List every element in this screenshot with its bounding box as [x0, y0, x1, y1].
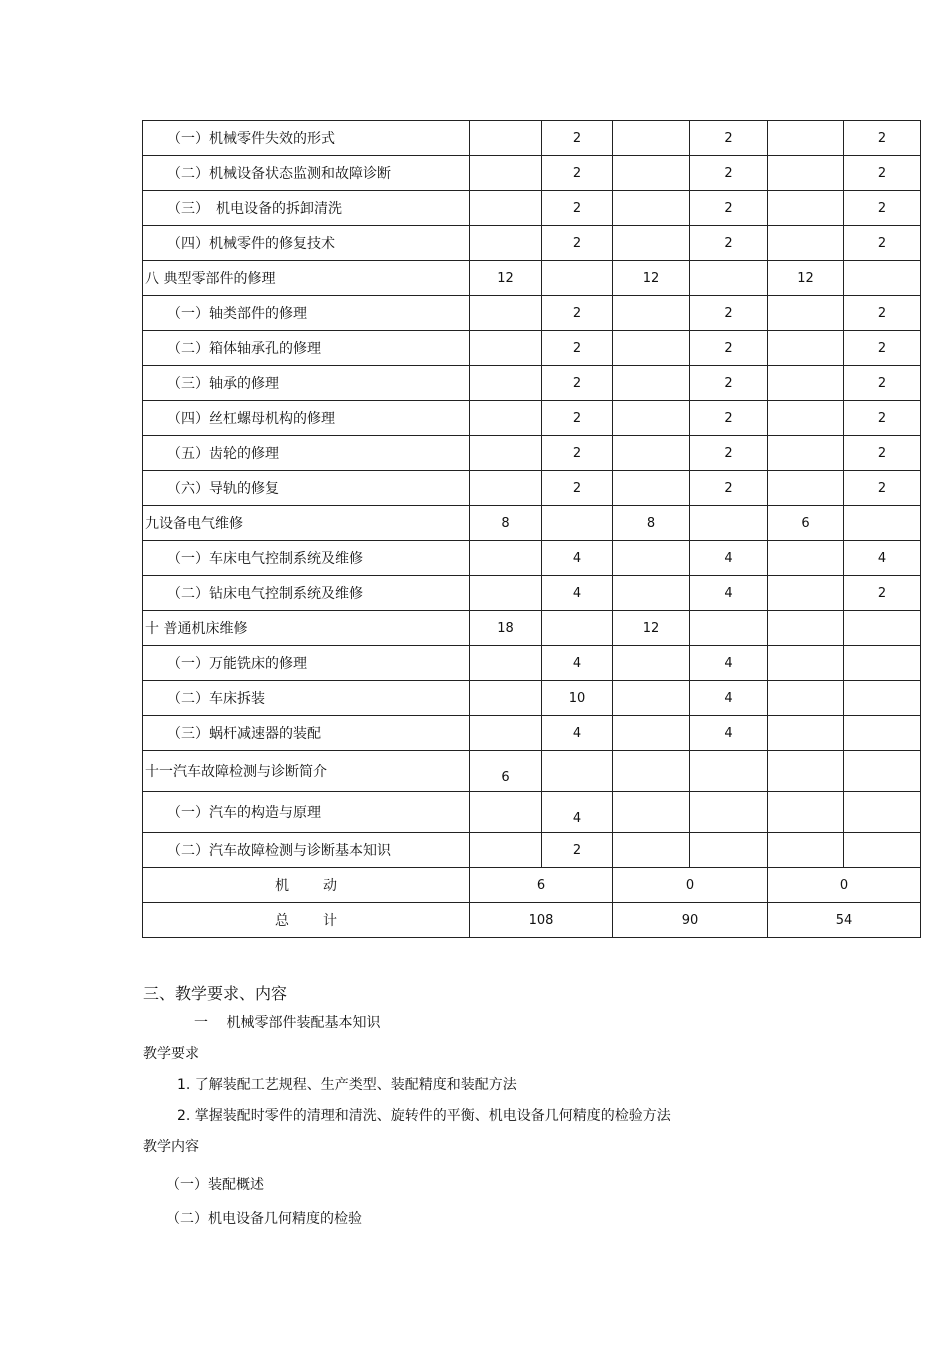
hours-cell [768, 296, 844, 331]
table-row [143, 436, 921, 471]
topic-name-cell: （二）机械设备状态监测和故障诊断 [143, 156, 470, 191]
hours-cell: 12 [613, 261, 690, 296]
hours-cell [613, 331, 690, 366]
hours-cell [613, 471, 690, 506]
hours-cell: 4 [690, 646, 768, 681]
hours-cell: 2 [690, 366, 768, 401]
table-row [143, 471, 921, 506]
hours-cell: 6 [470, 751, 542, 792]
totals-row [143, 903, 921, 938]
total-hours-cell: 54 [768, 903, 921, 938]
hours-cell: 2 [542, 436, 613, 471]
table-row [143, 401, 921, 436]
hours-cell: 8 [470, 506, 542, 541]
topic-name-cell: （二）箱体轴承孔的修理 [143, 331, 470, 366]
hours-cell [768, 226, 844, 261]
totals-label-cell [143, 868, 470, 903]
table-row [143, 191, 921, 226]
hours-cell [768, 792, 844, 833]
hours-cell [844, 792, 921, 833]
table-row [143, 506, 921, 541]
hours-cell [470, 833, 542, 868]
hours-cell: 2 [690, 401, 768, 436]
chapter-name-cell: 九设备电气维修 [143, 506, 470, 541]
totals-label-part: 动 [323, 878, 337, 894]
table-row [143, 576, 921, 611]
hours-cell [613, 121, 690, 156]
hours-cell: 2 [844, 331, 921, 366]
hours-cell [470, 576, 542, 611]
hours-cell [613, 576, 690, 611]
hours-cell [690, 833, 768, 868]
hours-cell [844, 646, 921, 681]
hours-cell [470, 401, 542, 436]
topic-name-cell: （一）机械零件失效的形式 [143, 121, 470, 156]
hours-cell [690, 261, 768, 296]
hours-cell: 2 [690, 331, 768, 366]
topic-name-cell: （二）车床拆装 [143, 681, 470, 716]
hours-cell [470, 471, 542, 506]
hours-cell [542, 261, 613, 296]
topic-name-cell: （一）车床电气控制系统及维修 [143, 541, 470, 576]
hours-cell [613, 296, 690, 331]
chapter-name-cell: 十 普通机床维修 [143, 611, 470, 646]
hours-cell [470, 646, 542, 681]
hours-cell: 2 [844, 436, 921, 471]
hours-cell: 2 [690, 156, 768, 191]
topic-name-cell: （一）轴类部件的修理 [143, 296, 470, 331]
hours-cell: 2 [690, 226, 768, 261]
table-row [143, 331, 921, 366]
hours-cell [470, 296, 542, 331]
table-row [143, 751, 921, 792]
table-row [143, 261, 921, 296]
hours-cell [470, 541, 542, 576]
hours-cell: 2 [542, 331, 613, 366]
totals-label-part: 机 [275, 878, 289, 894]
hours-cell: 2 [844, 121, 921, 156]
hours-cell [768, 121, 844, 156]
topic-name-cell: （五）齿轮的修理 [143, 436, 470, 471]
hours-cell [613, 366, 690, 401]
hours-cell [768, 833, 844, 868]
hours-cell [844, 716, 921, 751]
topic-name-cell: （二）汽车故障检测与诊断基本知识 [143, 833, 470, 868]
hours-cell [613, 646, 690, 681]
table-row [143, 541, 921, 576]
hours-cell: 2 [690, 296, 768, 331]
hours-cell: 2 [690, 121, 768, 156]
hours-cell [768, 331, 844, 366]
total-hours-cell: 108 [470, 903, 613, 938]
total-hours-cell: 0 [613, 868, 768, 903]
table-row [143, 156, 921, 191]
hours-cell: 4 [542, 716, 613, 751]
hours-cell [768, 436, 844, 471]
hours-cell [470, 156, 542, 191]
hours-cell [613, 751, 690, 792]
hours-cell: 12 [768, 261, 844, 296]
hours-cell [844, 833, 921, 868]
hours-cell [613, 792, 690, 833]
table-row [143, 646, 921, 681]
hours-cell [470, 716, 542, 751]
topic-name-cell: （四）丝杠螺母机构的修理 [143, 401, 470, 436]
total-hours-cell: 90 [613, 903, 768, 938]
content-label: 教学内容 [143, 1139, 199, 1155]
hours-cell: 2 [542, 156, 613, 191]
totals-label-part: 总 [275, 913, 289, 929]
chapter-name-cell: 十一汽车故障检测与诊断简介 [143, 751, 470, 792]
hours-cell [768, 681, 844, 716]
topic-name-cell: （三） 机电设备的拆卸清洗 [143, 191, 470, 226]
hours-cell: 4 [690, 716, 768, 751]
hours-table [142, 120, 921, 938]
hours-cell [470, 366, 542, 401]
table-row [143, 833, 921, 868]
hours-cell [768, 156, 844, 191]
total-hours-cell: 0 [768, 868, 921, 903]
hours-cell [844, 261, 921, 296]
totals-label-part: 计 [323, 913, 337, 929]
hours-cell [768, 646, 844, 681]
hours-cell: 2 [844, 226, 921, 261]
hours-cell: 10 [542, 681, 613, 716]
topic-name-cell: （一）汽车的构造与原理 [143, 792, 470, 833]
hours-cell [470, 331, 542, 366]
hours-cell [768, 471, 844, 506]
chapter-name-cell: 八 典型零部件的修理 [143, 261, 470, 296]
total-hours-cell: 6 [470, 868, 613, 903]
hours-cell [844, 751, 921, 792]
hours-cell [690, 506, 768, 541]
hours-cell [768, 716, 844, 751]
requirement-item: 1. 了解装配工艺规程、生产类型、装配精度和装配方法 [177, 1077, 517, 1093]
hours-cell: 2 [844, 471, 921, 506]
topic-name-cell: （三）轴承的修理 [143, 366, 470, 401]
hours-cell: 4 [690, 681, 768, 716]
content-item: （二）机电设备几何精度的检验 [166, 1211, 362, 1227]
table-row [143, 226, 921, 261]
hours-cell: 8 [613, 506, 690, 541]
table-row [143, 716, 921, 751]
hours-cell [768, 751, 844, 792]
hours-cell [470, 226, 542, 261]
hours-cell: 4 [844, 541, 921, 576]
hours-cell: 6 [768, 506, 844, 541]
hours-cell: 18 [470, 611, 542, 646]
hours-cell [613, 156, 690, 191]
hours-cell: 2 [690, 471, 768, 506]
hours-cell: 2 [690, 436, 768, 471]
hours-cell [470, 436, 542, 471]
hours-cell [768, 366, 844, 401]
hours-cell [768, 191, 844, 226]
hours-cell: 2 [542, 121, 613, 156]
hours-cell [768, 401, 844, 436]
hours-cell [690, 611, 768, 646]
hours-cell [542, 611, 613, 646]
hours-cell [613, 716, 690, 751]
hours-cell: 2 [844, 296, 921, 331]
topic-name-cell: （六）导轨的修复 [143, 471, 470, 506]
hours-cell [768, 611, 844, 646]
hours-cell [470, 191, 542, 226]
content-item: （一）装配概述 [166, 1177, 264, 1193]
hours-cell: 2 [542, 833, 613, 868]
table-row [143, 792, 921, 833]
topic-name-cell: （四）机械零件的修复技术 [143, 226, 470, 261]
hours-cell [690, 792, 768, 833]
hours-cell [470, 121, 542, 156]
hours-cell: 4 [690, 576, 768, 611]
totals-label-cell [143, 903, 470, 938]
hours-cell: 2 [690, 191, 768, 226]
table-row [143, 296, 921, 331]
hours-cell [470, 792, 542, 833]
hours-cell [613, 681, 690, 716]
section-subtitle: 一 机械零部件装配基本知识 [194, 1015, 381, 1031]
hours-cell: 2 [844, 366, 921, 401]
hours-cell [613, 401, 690, 436]
hours-cell: 4 [690, 541, 768, 576]
hours-cell [844, 681, 921, 716]
requirement-item: 2. 掌握装配时零件的清理和清洗、旋转件的平衡、机电设备几何精度的检验方法 [177, 1108, 671, 1124]
hours-cell: 4 [542, 646, 613, 681]
hours-cell [613, 191, 690, 226]
hours-cell [613, 541, 690, 576]
hours-cell [613, 833, 690, 868]
hours-cell: 4 [542, 792, 613, 833]
totals-row [143, 868, 921, 903]
hours-cell: 2 [844, 576, 921, 611]
table-row [143, 681, 921, 716]
hours-cell: 2 [542, 226, 613, 261]
table-row [143, 611, 921, 646]
hours-cell [768, 541, 844, 576]
section-title: 三、教学要求、内容 [143, 984, 288, 1003]
hours-cell [844, 506, 921, 541]
topic-name-cell: （一）万能铣床的修理 [143, 646, 470, 681]
hours-cell: 2 [542, 366, 613, 401]
topic-name-cell: （二）钻床电气控制系统及维修 [143, 576, 470, 611]
hours-cell: 12 [470, 261, 542, 296]
hours-cell: 2 [542, 191, 613, 226]
hours-cell: 4 [542, 576, 613, 611]
hours-cell [690, 751, 768, 792]
requirements-label: 教学要求 [143, 1046, 199, 1062]
hours-cell [542, 506, 613, 541]
table-row [143, 121, 921, 156]
hours-cell [613, 226, 690, 261]
hours-cell [542, 751, 613, 792]
hours-cell: 2 [542, 296, 613, 331]
table-row [143, 366, 921, 401]
hours-cell: 4 [542, 541, 613, 576]
hours-cell: 2 [542, 401, 613, 436]
hours-cell: 2 [844, 401, 921, 436]
hours-cell: 2 [844, 191, 921, 226]
hours-cell [613, 436, 690, 471]
hours-cell [844, 611, 921, 646]
hours-cell: 12 [613, 611, 690, 646]
topic-name-cell: （三）蜗杆减速器的装配 [143, 716, 470, 751]
hours-cell [470, 681, 542, 716]
hours-cell: 2 [844, 156, 921, 191]
hours-cell: 2 [542, 471, 613, 506]
hours-cell [768, 576, 844, 611]
